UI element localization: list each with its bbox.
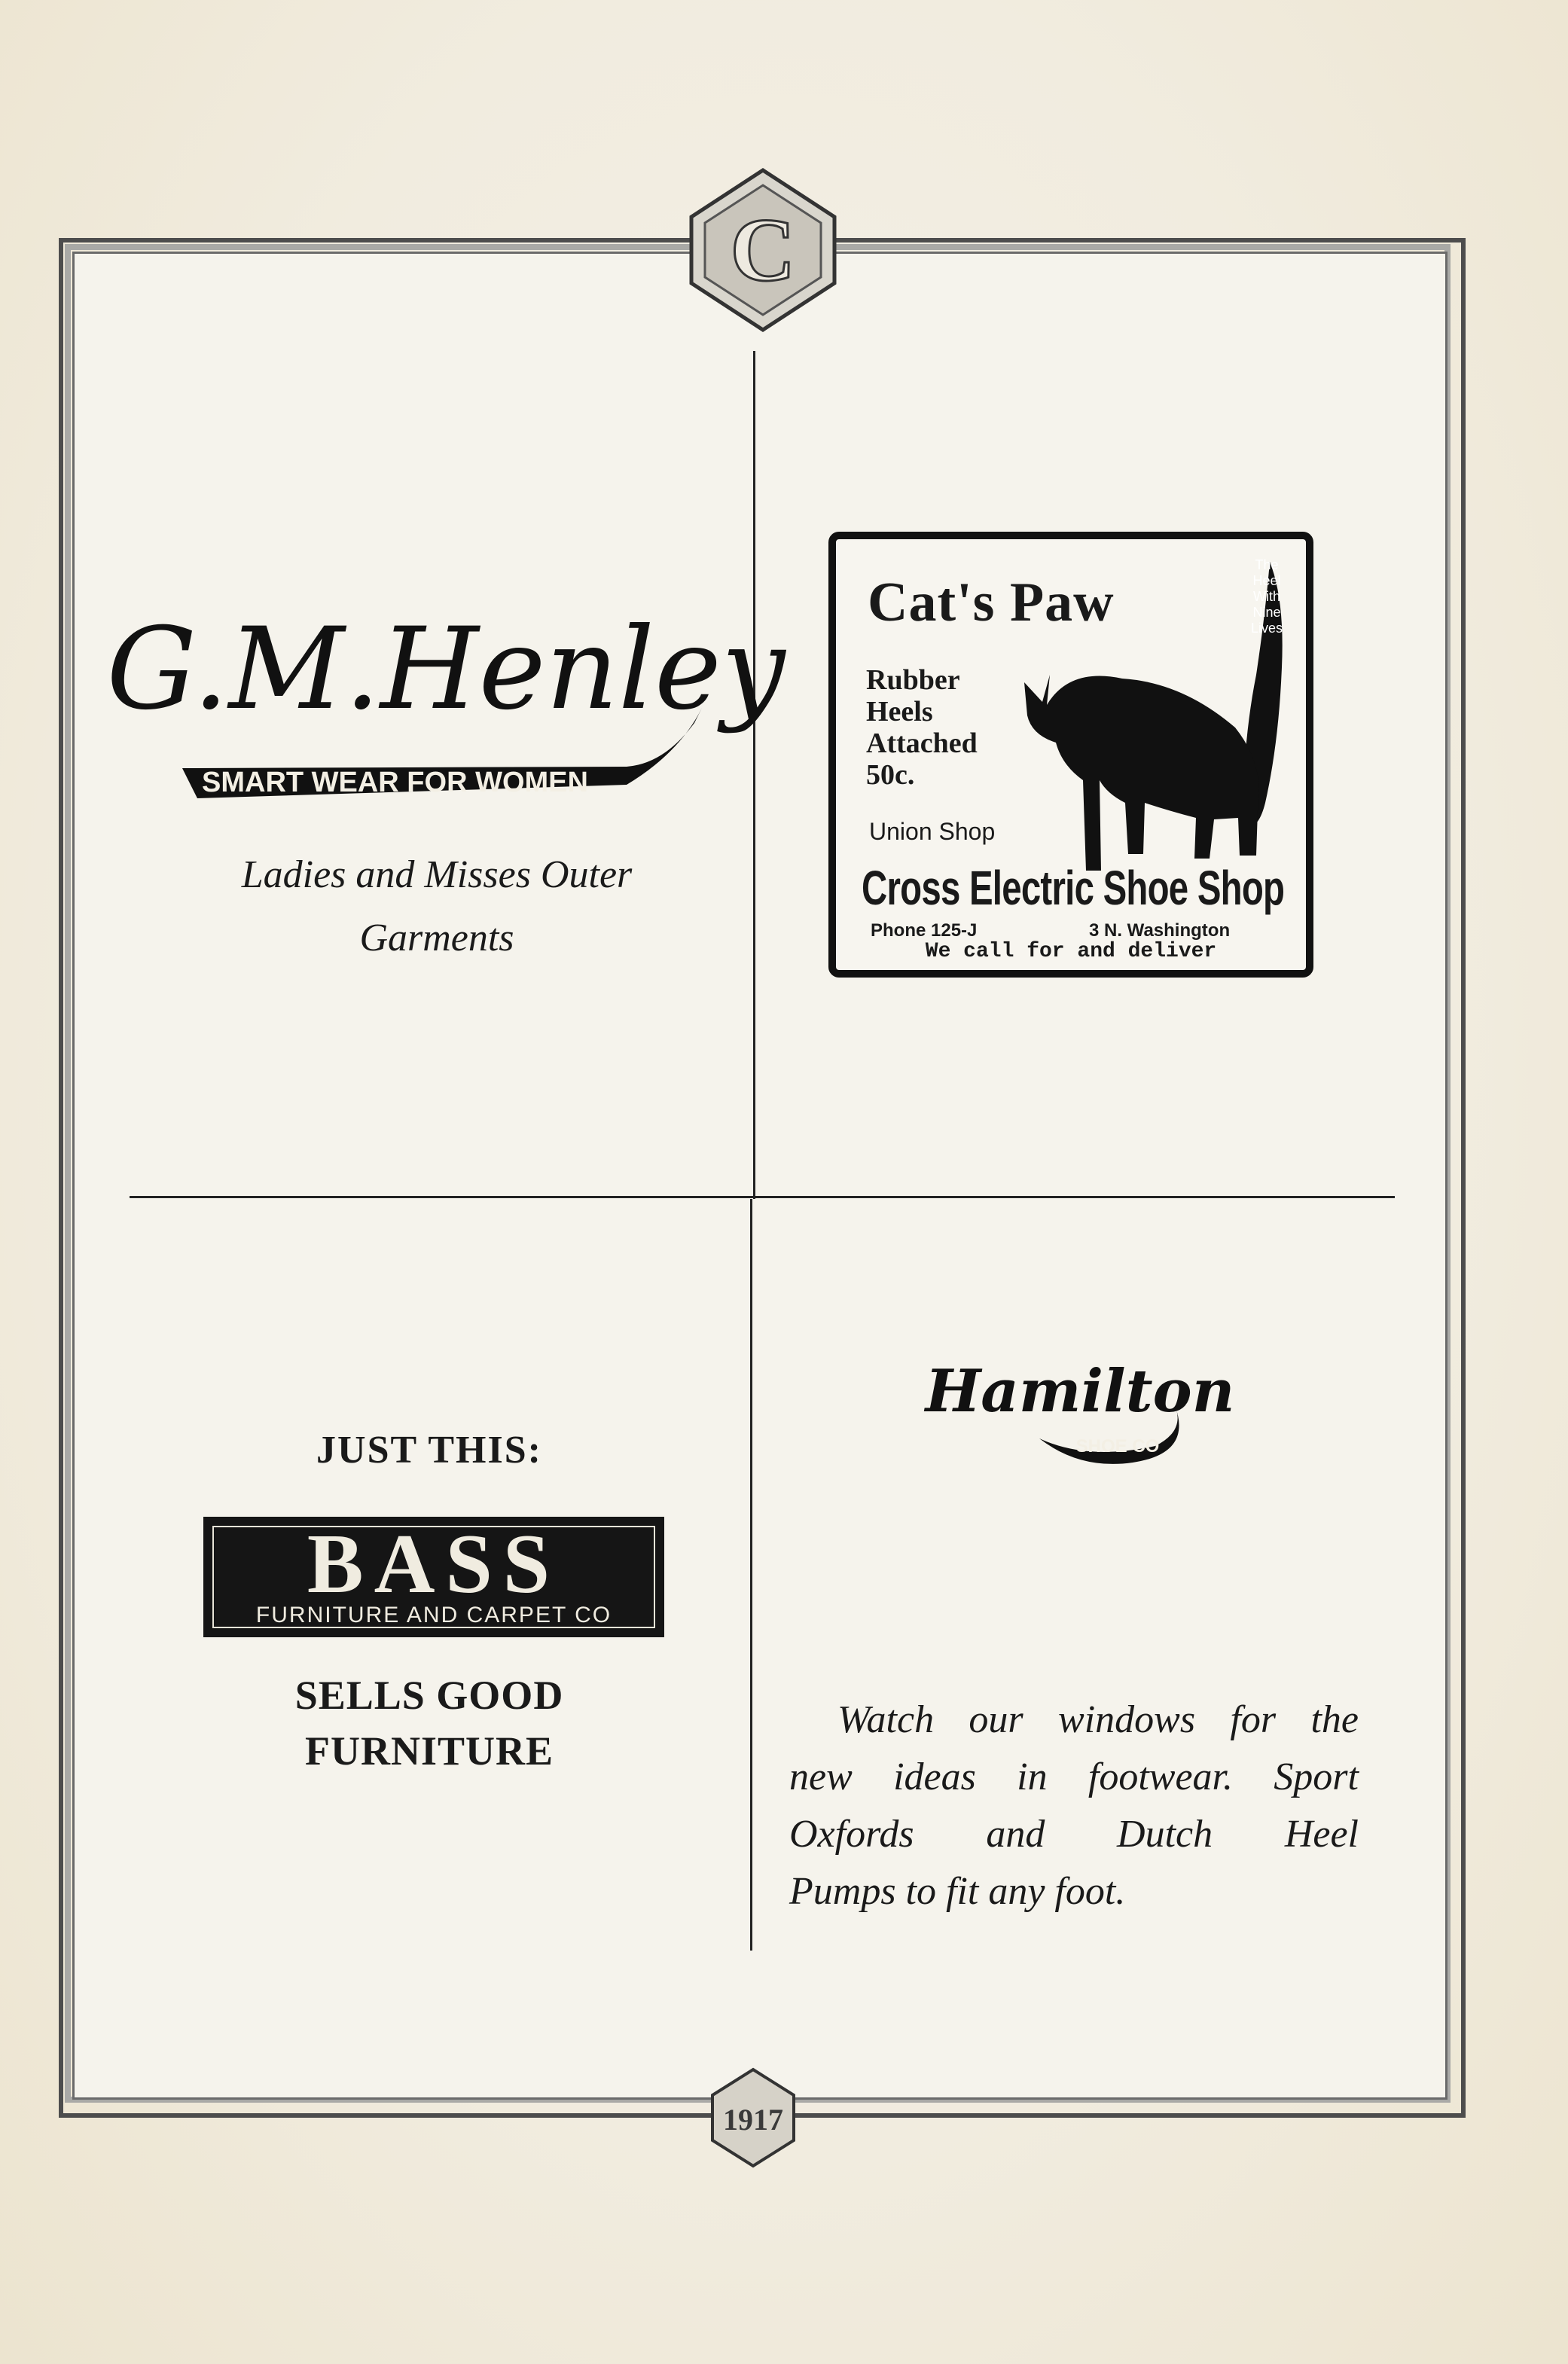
catspaw-title: Cat's Paw [868, 572, 1115, 633]
henley-banner-text: SMART WEAR FOR WOMEN [202, 767, 588, 798]
bass-name: BASS [307, 1518, 561, 1611]
offer-line-2: Heels [866, 696, 933, 728]
offer-line-1: Rubber [866, 664, 960, 696]
henley-caption [151, 843, 723, 970]
bottom-emblem [708, 2067, 798, 2169]
henley-caption-line2: Garments [359, 917, 514, 959]
bass-tagline-line1: SELLS GOOD [294, 1673, 564, 1718]
catspaw-delivery: We call for and deliver [925, 940, 1217, 963]
tail-word-2: Heel [1252, 573, 1281, 588]
divider-horizontal [130, 1196, 1395, 1198]
catspaw-union-shop: Union Shop [869, 818, 996, 845]
divider-vertical-bottom [750, 1199, 752, 1951]
hamilton-logo [925, 1333, 1235, 1476]
hamilton-line-4: Pumps to fit any foot. [789, 1870, 1126, 1913]
bass-tagline [151, 1667, 708, 1779]
henley-logo-text: G.M.Henley [106, 604, 786, 735]
henley-logo [106, 580, 786, 828]
divider-vertical-top [753, 351, 755, 1199]
bass-intro: JUST THIS: [316, 1429, 542, 1472]
catspaw-ad [828, 532, 1313, 978]
bass-logo [203, 1517, 664, 1637]
bottom-emblem-year: 1917 [723, 2103, 783, 2137]
tail-word-3: With [1253, 589, 1280, 604]
hamilton-logo-text: Hamilton [925, 1357, 1235, 1426]
tail-word-4: Nine [1252, 605, 1281, 620]
top-emblem [684, 167, 842, 333]
catspaw-tail-text [1244, 557, 1289, 636]
tail-word-1: The [1255, 557, 1279, 572]
henley-caption-line1: Ladies and Misses Outer [241, 853, 633, 896]
hamilton-logo-sub: SHOE CO [1075, 1436, 1160, 1457]
catspaw-address: 3 N. Washington [1089, 920, 1231, 941]
tail-word-5: Lives [1250, 621, 1283, 636]
catspaw-phone: Phone 125-J [871, 920, 978, 941]
hamilton-line-1: Watch our windows for the [837, 1698, 1359, 1741]
offer-line-4: 50c. [866, 759, 915, 791]
hamilton-copy [789, 1691, 1359, 1920]
bass-tagline-line2: FURNITURE [304, 1728, 554, 1774]
offer-line-3: Attached [866, 728, 978, 759]
catspaw-offer [866, 664, 978, 791]
top-emblem-letter: C [730, 200, 796, 300]
hamilton-line-2: new ideas in footwear. Sport [789, 1755, 1359, 1798]
hamilton-line-3: Oxfords and Dutch Heel [789, 1813, 1359, 1856]
catspaw-shop-name: Cross Electric Shoe Shop [862, 861, 1285, 915]
bass-subtitle: FURNITURE AND CARPET CO [255, 1603, 612, 1627]
